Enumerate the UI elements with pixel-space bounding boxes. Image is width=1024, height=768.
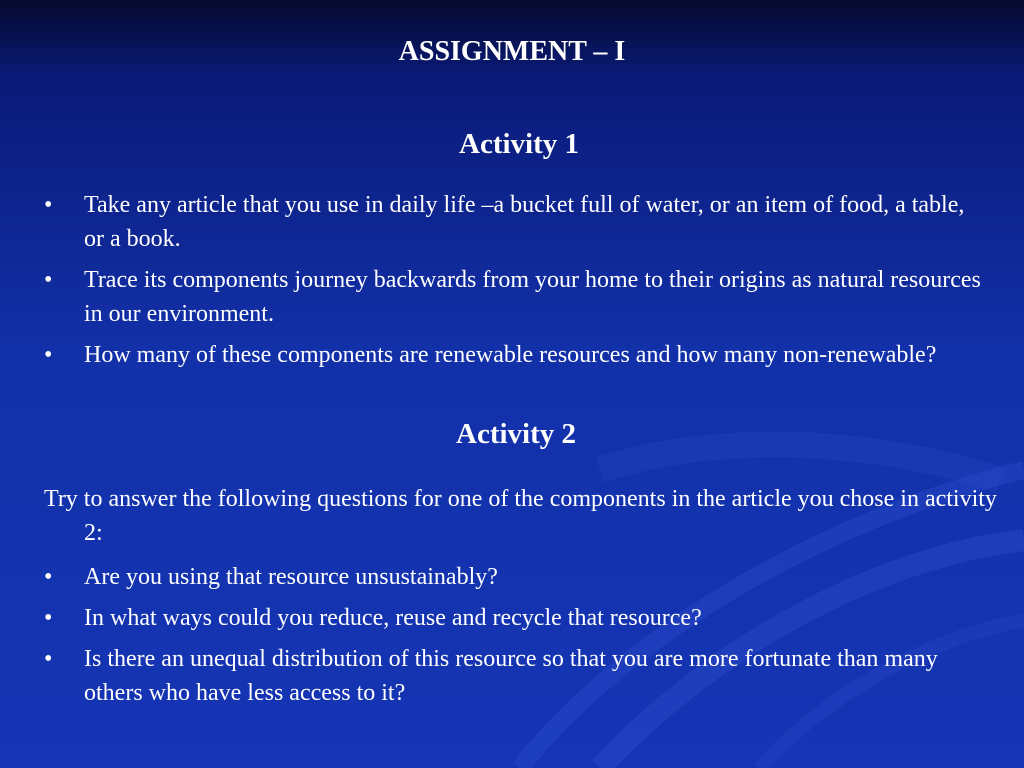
bullet: •	[44, 342, 53, 368]
list-item-text: How many of these components are renewable resources and how many non-renewable?	[84, 342, 937, 368]
list-item	[44, 601, 984, 635]
list-item-text: Are you using that resource unsustainably?	[84, 564, 498, 590]
list-item	[44, 188, 984, 256]
list-item	[44, 263, 984, 331]
activity-2-heading: Activity 2	[456, 418, 576, 450]
list-item	[44, 338, 984, 372]
activity-1-list	[44, 188, 984, 379]
list-item	[44, 560, 984, 594]
bullet: •	[44, 267, 53, 293]
bullet: •	[44, 605, 53, 631]
bullet: •	[44, 192, 53, 218]
list-item-text: Is there an unequal distribution of this resource so that you are more fortunate than many others who have less access to it?	[84, 646, 938, 706]
slide-title: ASSIGNMENT – I	[398, 36, 626, 67]
list-item-text: In what ways could you reduce, reuse and recycle that resource?	[84, 605, 702, 631]
activity-2-intro: Try to answer the following questions for one of the components in the article you chose in activity 2:	[44, 486, 997, 546]
activity-2-list	[44, 560, 984, 717]
bullet: •	[44, 646, 53, 672]
list-item	[44, 642, 984, 710]
list-item-text: Trace its components journey backwards from your home to their origins as natural resources in our environment.	[84, 267, 981, 327]
activity-1-heading: Activity 1	[459, 128, 579, 160]
bullet: •	[44, 564, 53, 590]
list-item-text: Take any article that you use in daily life –a bucket full of water, or an item of food, a table, or a book.	[84, 192, 965, 252]
